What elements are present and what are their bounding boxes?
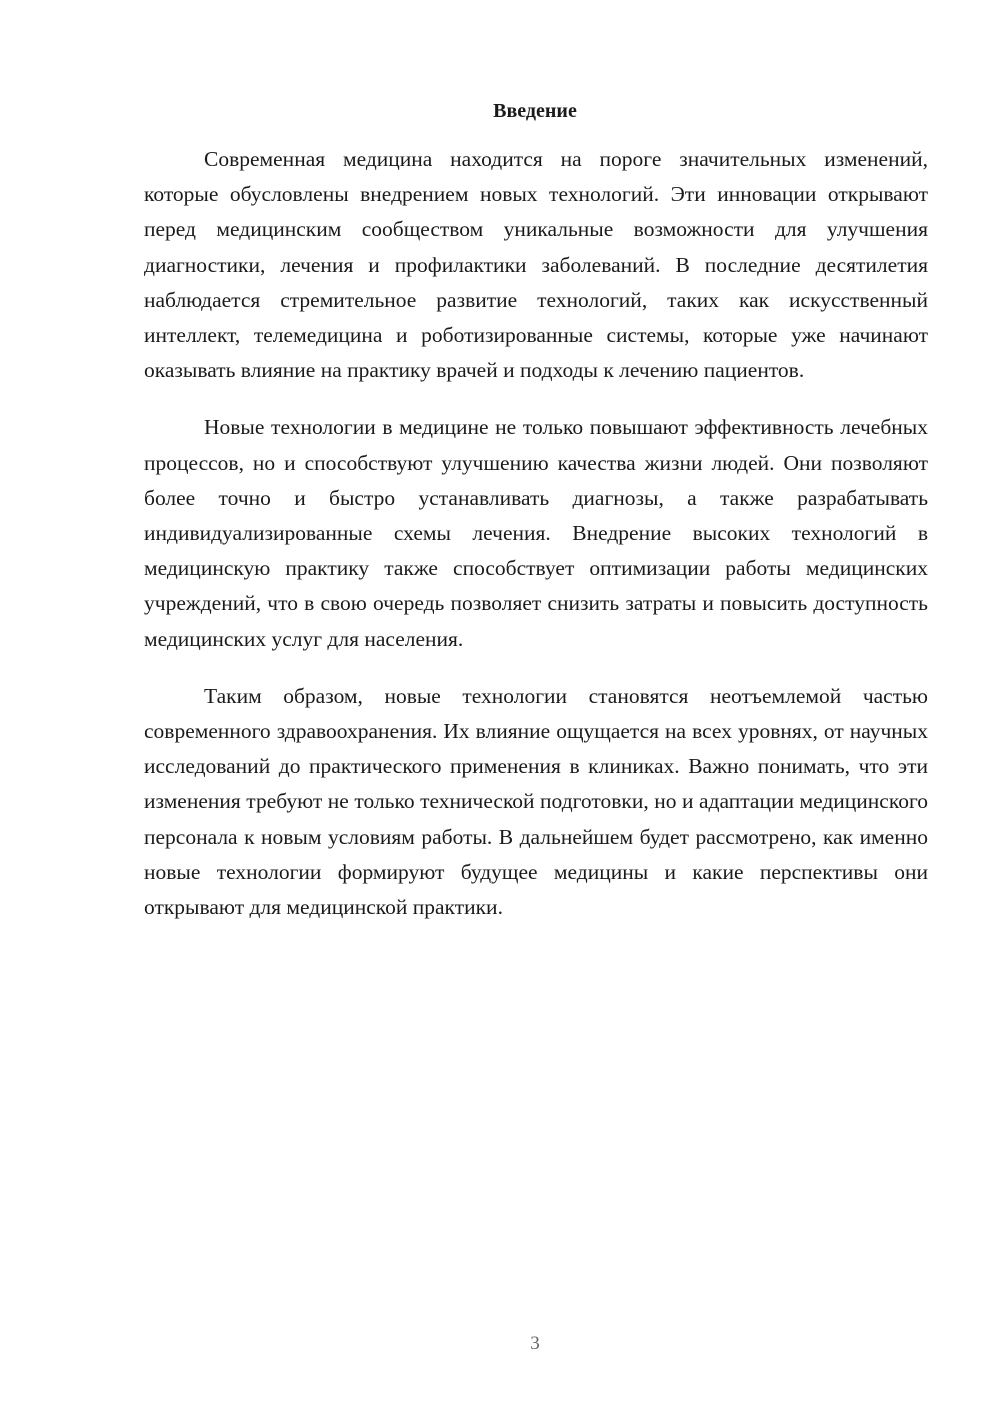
body-text [144, 142, 928, 947]
section-heading: Введение [493, 100, 577, 122]
paragraph-3: Таким образом, новые технологии становятся неотъемлемой частью современного здравоохранения. Их влияние ощущается на всех уровнях, от научных исследований до практического применения в клиниках. Важно понимать, что эти изменения требуют не только технической подготовки, но и адаптации медицинского персонала к новым условиям работы. В дальнейшем будет рассмотрено, как именно новые технологии формируют будущее медицины и какие перспективы они открывают для медицинской практики. [144, 683, 928, 920]
paragraph-2: Новые технологии в медицине не только повышают эффективность лечебных процессов, но и способствуют улучшению качества жизни людей. Они позволяют более точно и быстро устанавливать диагнозы, а также разрабатывать индивидуализированные схемы лечения. Внедрение высоких технологий в медицинскую практику также способствует оптимизации работы медицинских учреждений, что в свою очередь позволяет снизить затраты и повысить доступность медицинских услуг для населения. [144, 415, 928, 651]
paragraph-1: Современная медицина находится на пороге значительных изменений, которые обусловлены внедрением новых технологий. Эти инновации открывают перед медицинским сообществом уникальные возможности для улучшения диагностики, лечения и профилактики заболеваний. В последние десятилетия наблюдается стремительное развитие технологий, таких как искусственный интеллект, телемедицина и роботизированные системы, которые уже начинают оказывать влияние на практику врачей и подходы к лечению пациентов. [144, 147, 928, 383]
page-number: 3 [530, 1333, 540, 1354]
